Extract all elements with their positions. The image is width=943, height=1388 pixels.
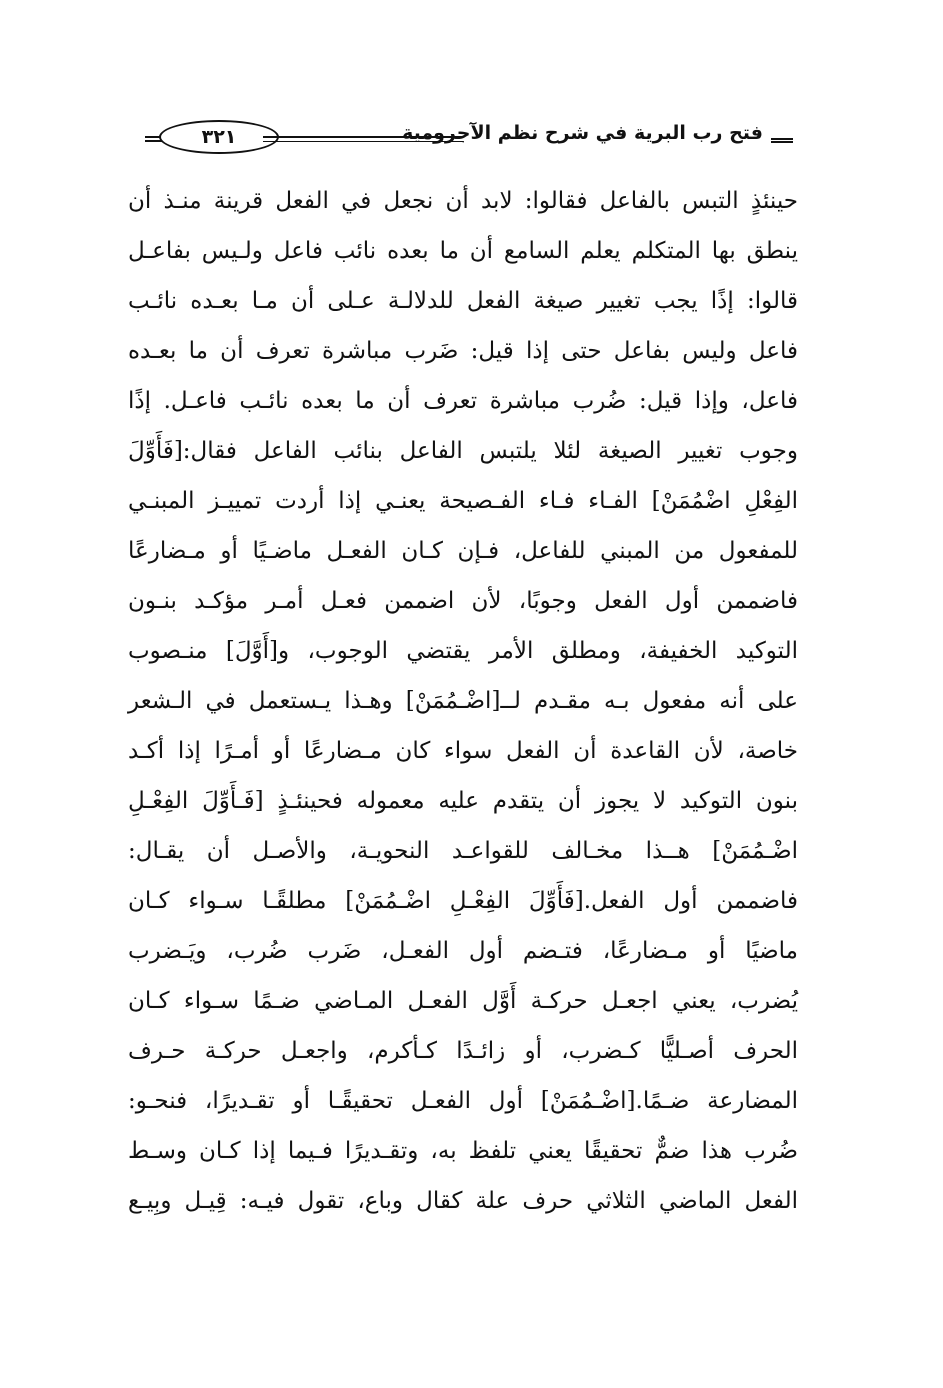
book-title: فتح رب البرية في شرح نظم الآجرومية bbox=[402, 122, 763, 144]
text-line: فاعل وليس بفاعل حتى إذا قيل: ضَرب مباشرة تعرف أن ما بعـده bbox=[128, 338, 798, 364]
text-line: الفِعْلِ اضْمُمَنْ] الفـاء فـاء الفـصيحة يعنـي إذا أردت تمييـز المبنـي bbox=[128, 488, 798, 514]
text-line: فاضممن أول الفعل.[فَأَوِّلَ الفِعْـلِ اضْـمُمَنْ] مطلقًـا سـواء كـان bbox=[128, 888, 798, 914]
text-line: للمفعول من المبني للفاعل، فـإن كـان الفعـل ماضـيًا أو مـضارعًا bbox=[128, 538, 798, 564]
text-line: قالوا: إذًا يجب تغيير صيغة الفعل للدلالـة عـلى أن مـا بعـده نائـب bbox=[128, 288, 798, 314]
text-line: ماضيًا أو مـضارعًا، فتـضم أول الفعـل، ضَرب ضُرب، ويَـضرب bbox=[128, 938, 798, 964]
page-number: ٣٢١ bbox=[159, 120, 279, 154]
text-line: حينئذٍ التبس بالفاعل فقالوا: لابد أن نجعل في الفعل قرينة منـذ أن bbox=[128, 188, 798, 214]
text-line: المضارعة ضـمًا.[اضْـمُمَنْ] أول الفعـل تحقيقًـا أو تقـديرًا، فنحـو: bbox=[128, 1088, 798, 1114]
text-line: فاضممن أول الفعل وجوبًا، لأن اضممن فعـل أمـر مؤكـد بنـون bbox=[128, 588, 798, 614]
text-line: ضُرب هذا ضمٌّ تحقيقًا يعني تلفظ به، وتقـديرًا فـيما إذا كـان وسـط bbox=[128, 1138, 798, 1164]
body-text bbox=[128, 176, 798, 1226]
text-line: اضْـمُمَنْ] هــذا مخـالف للقواعـد النحويـة، والأصـل أن يقـال: bbox=[128, 838, 798, 864]
text-line: الفعل الماضي الثلاثي حرف علة كقال وباع، تقول فيـه: قِيـل وبِيـع bbox=[128, 1188, 798, 1214]
header-right-ornament bbox=[771, 138, 793, 143]
text-line: وجوب تغيير الصيغة لئلا يلتبس الفاعل بنائب الفاعل فقال:[فَأَوِّلَ bbox=[128, 438, 798, 464]
running-header bbox=[145, 118, 793, 158]
text-line: يُضرب، يعني اجعـل حركـة أَوَّل الفعـل المـاضي ضـمًا سـواء كـان bbox=[128, 988, 798, 1014]
text-line: على أنه مفعول بـه مقـدم لــ[اضْـمُمَنْ] وهـذا يـستعمل في الـشعر bbox=[128, 688, 798, 714]
text-line: ينطق بها المتكلم يعلم السامع أن ما بعده نائب فاعل ولـيس بفاعـل bbox=[128, 238, 798, 264]
text-line: فاعل، وإذا قيل: ضُرب مباشرة تعرف أن ما بعده نائـب فاعـل. إذًا bbox=[128, 388, 798, 414]
text-line: خاصة، لأن القاعدة أن الفعل سواء كان مـضارعًا أو أمـرًا إذا أكـد bbox=[128, 738, 798, 764]
text-line: بنون التوكيد لا يجوز أن يتقدم عليه معموله فحينئـذٍ [فَـأَوِّلَ الفِعْـلِ bbox=[128, 788, 798, 814]
text-line: الحرف أصـليًّا كـضرب، أو زائـدًا كـأكرم، واجعـل حركـة حـرف bbox=[128, 1038, 798, 1064]
text-line: التوكيد الخفيفة، ومطلق الأمر يقتضي الوجوب، و[أَوَّلَ] منـصوب bbox=[128, 638, 798, 664]
